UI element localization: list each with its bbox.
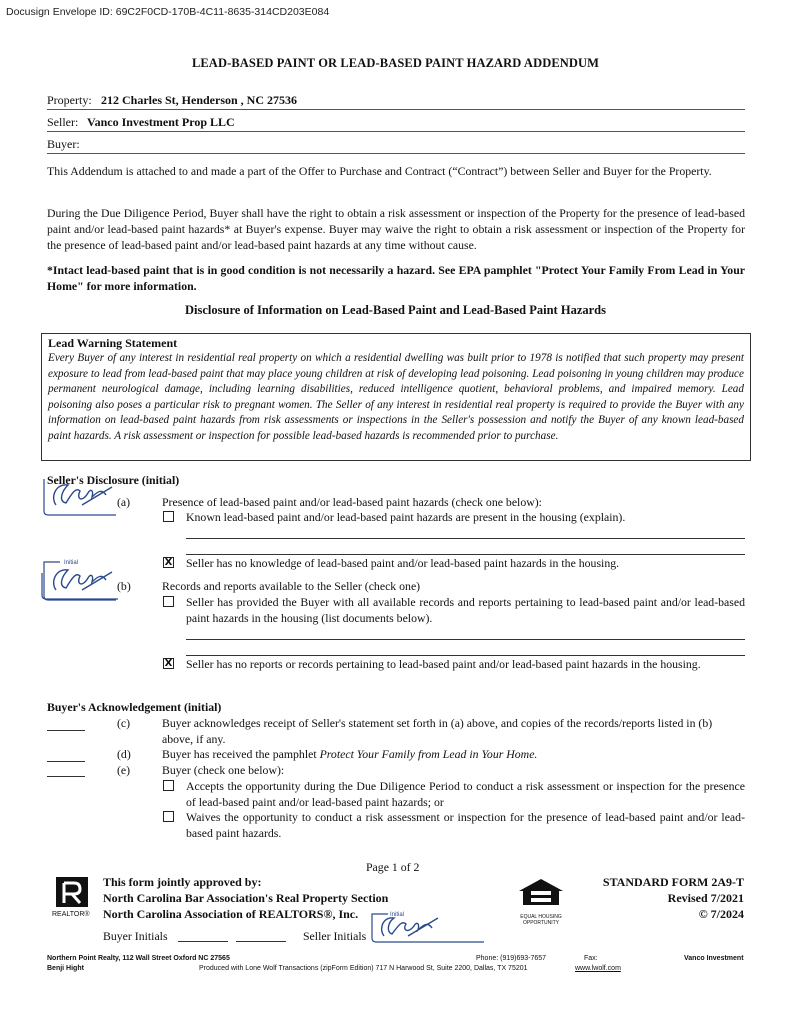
- buyer-d-pamphlet-title: Protect Your Family from Lead in Your Home.: [319, 747, 538, 761]
- buyer-e-accept-checkbox[interactable]: [163, 780, 174, 791]
- disclosure-heading: Disclosure of Information on Lead-Based Paint and Lead-Based Paint Hazards: [185, 303, 606, 317]
- agent-name: Benji Hight: [47, 965, 84, 972]
- seller-a-known-label: Known lead-based paint and/or lead-based paint hazards are present in the housing (explain).: [186, 510, 626, 524]
- buyer-row: [47, 138, 745, 154]
- seller-label: Seller:: [47, 115, 79, 129]
- seller-a-known-checkbox[interactable]: [163, 511, 174, 522]
- buyer-initials-label: Buyer Initials: [103, 929, 168, 943]
- realtor-logo-text: REALTOR®: [52, 911, 90, 918]
- nc-bar-association: North Carolina Bar Association's Real Property Section: [103, 891, 389, 905]
- fax: Fax:: [584, 955, 598, 962]
- buyer-e-letter: (e): [117, 763, 131, 777]
- realtor-logo: [50, 877, 96, 915]
- intact-note: *Intact lead-based paint that is in good condition is not necessarily a hazard. See EPA pamphlet "Protect Your Family From Lead in Your Home" for more information.: [47, 263, 745, 293]
- realtor-r-icon: [50, 877, 96, 915]
- file-name: Vanco Investment: [684, 955, 744, 962]
- seller-initials-label: Seller Initials: [303, 929, 367, 943]
- buyer-label: Buyer:: [47, 137, 80, 151]
- buyer-d-text: [162, 746, 537, 762]
- seller-a-explain-line-1[interactable]: [186, 538, 745, 539]
- seller-initials-footer-signature[interactable]: [370, 908, 488, 946]
- produced-with: Produced with Lone Wolf Transactions (zipForm Edition) 717 N Harwood St, Suite 2200, Dallas, TX 75201: [199, 965, 528, 972]
- buyer-c-text: Buyer acknowledges receipt of Seller's statement set forth in (a) above, and copies of the records/reports listed in (b) above, if any.: [162, 716, 713, 746]
- property-row: [47, 94, 745, 110]
- property-label: Property:: [47, 93, 92, 107]
- seller-b-docs-line-1[interactable]: [186, 639, 745, 640]
- document-title: LEAD-BASED PAINT OR LEAD-BASED PAINT HAZARD ADDENDUM: [191, 56, 600, 70]
- seller-a-no-knowledge-label: Seller has no knowledge of lead-based paint and/or lead-based paint hazards in the housing.: [186, 556, 620, 570]
- buyer-ack-heading: Buyer's Acknowledgement (initial): [47, 700, 222, 714]
- seller-a-no-knowledge-checkbox[interactable]: X: [164, 557, 173, 568]
- buyer-initial-e[interactable]: [47, 776, 85, 777]
- buyer-e-text: Buyer (check one below):: [162, 763, 285, 777]
- svg-text:Initial: Initial: [390, 912, 405, 918]
- buyer-d-text-pre: Buyer has received the pamphlet: [162, 747, 320, 761]
- phone: Phone: (919)693-7657: [476, 955, 547, 962]
- buyer-e-accept-label: Accepts the opportunity during the Due Diligence Period to conduct a risk assessment or inspection for the presence of lead-based paint and/or lead-based paint hazards; or: [186, 779, 745, 809]
- approved-by: This form jointly approved by:: [103, 875, 262, 889]
- equal-housing-icon: [515, 877, 567, 907]
- form-revised: Revised 7/2021: [667, 891, 744, 905]
- seller-b-text: Records and reports available to the Seller (check one): [162, 579, 421, 593]
- lead-warning-box: [41, 333, 751, 461]
- seller-b-no-reports-label: Seller has no reports or records pertaining to lead-based paint and/or lead-based paint hazards in the housing.: [186, 657, 701, 671]
- seller-disclosure-heading: Seller's Disclosure (initial): [47, 473, 180, 487]
- equal-housing-logo: [515, 877, 567, 926]
- seller-initial-signature-b[interactable]: [40, 563, 122, 605]
- property-value[interactable]: 212 Charles St, Henderson , NC 27536: [101, 93, 298, 107]
- seller-b-provided-checkbox[interactable]: [163, 596, 174, 607]
- buyer-e-waive-checkbox[interactable]: [163, 811, 174, 822]
- lead-warning-text: Every Buyer of any interest in residential real property on which a residential dwelling was built prior to 1978 is notified that such property may present exposure to lead from lead-based paint that may place young children at risk of developing lead poisoning. Lead poisoning in young children may produce permanent neurological damage, including learning disabilities, reduced intelligence quotient, behavioral problems, and impaired memory. Lead poisoning also poses a particular risk to pregnant women. The Seller of any interest in residential real property is required to provide the Buyer with any information on lead-based paint hazards from risk assessments or inspections in the Seller's possession and notify the Buyer of any known lead-based paint hazards. A risk assessment or inspection for possible lead-based hazards is recommended prior to purchase.: [48, 352, 744, 442]
- lead-warning-heading: Lead Warning Statement: [48, 336, 178, 350]
- equal-housing-text: EQUAL HOUSING OPPORTUNITY: [520, 914, 562, 926]
- envelope-id: Docusign Envelope ID: 69C2F0CD-170B-4C11-8635-314CD203E084: [6, 6, 330, 18]
- buyer-initials-line-1[interactable]: [178, 941, 228, 942]
- form-name: STANDARD FORM 2A9-T: [602, 875, 744, 889]
- due-diligence-paragraph: During the Due Diligence Period, Buyer shall have the right to obtain a risk assessment or inspection of the Property for the presence of lead-based paint and/or lead-based paint hazards* at Buyer's expense. Buyer may waive the right to obtain a risk assessment or inspection of the Property for the presence of lead-based paint and/or lead-based paint hazards at any time without cause.: [47, 206, 745, 252]
- form-copyright: © 7/2024: [698, 907, 744, 921]
- page-number: Page 1 of 2: [366, 860, 420, 874]
- seller-value[interactable]: Vanco Investment Prop LLC: [87, 115, 235, 129]
- buyer-initial-c[interactable]: [47, 730, 85, 731]
- nc-realtors-association: North Carolina Association of REALTORS®, Inc.: [103, 907, 359, 921]
- seller-b-provided-label: Seller has provided the Buyer with all available records and reports pertaining to lead-based paint and/or lead-based paint hazards in the housing (list documents below).: [186, 595, 745, 625]
- buyer-c-letter: (c): [117, 716, 131, 730]
- buyer-initial-d[interactable]: [47, 761, 85, 762]
- buyer-initials-line-2[interactable]: [236, 941, 286, 942]
- initial-tag: Initial: [64, 560, 79, 566]
- seller-b-letter: (b): [117, 579, 131, 593]
- buyer-d-letter: (d): [117, 747, 131, 761]
- seller-row: [47, 116, 745, 132]
- seller-a-letter: (a): [117, 495, 131, 509]
- seller-initial-signature-a[interactable]: [42, 475, 120, 519]
- seller-a-text: Presence of lead-based paint and/or lead-based paint hazards (check one below):: [162, 495, 542, 509]
- intro-paragraph: This Addendum is attached to and made a part of the Offer to Purchase and Contract (“Contract”) between Seller and Buyer for the Property.: [47, 164, 712, 178]
- seller-b-no-reports-checkbox[interactable]: X: [164, 658, 173, 669]
- buyer-e-waive-label: Waives the opportunity to conduct a risk assessment or inspection for the presence of lead-based paint and/or lead-based paint hazards.: [186, 810, 745, 840]
- website-link[interactable]: www.lwolf.com: [575, 965, 621, 972]
- brokerage-info: Northern Point Realty, 112 Wall Street Oxford NC 27565: [47, 955, 230, 962]
